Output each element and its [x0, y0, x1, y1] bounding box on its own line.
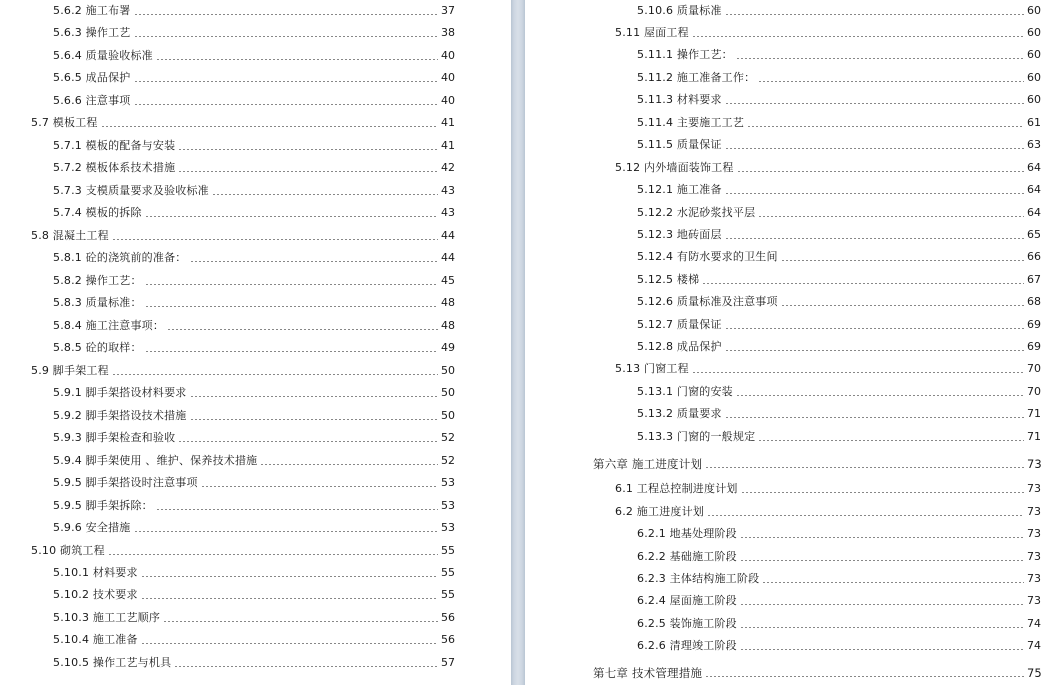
- toc-subsection-entry[interactable]: [53, 4, 455, 18]
- toc-entry-title: 5.10.4 施工准备: [53, 633, 138, 647]
- toc-page-number: 74: [1027, 617, 1041, 630]
- toc-subsection-entry[interactable]: [637, 273, 1041, 287]
- toc-dot-leader: [740, 649, 1024, 650]
- toc-subsection-entry[interactable]: [53, 633, 455, 647]
- toc-dot-leader: [781, 305, 1024, 306]
- toc-entry-title: 5.6.5 成品保护: [53, 71, 131, 85]
- toc-page-number: 53: [441, 498, 455, 512]
- toc-entry-title: 5.9.2 脚手架搭设技术措施: [53, 408, 187, 422]
- toc-subsection-entry[interactable]: [53, 656, 455, 670]
- toc-entry-title: 5.12.6 质量标准及注意事项: [637, 295, 778, 308]
- toc-entry-title: 5.12.3 地砖面层: [637, 228, 722, 241]
- toc-section-entry[interactable]: [615, 505, 1041, 519]
- toc-dot-leader: [141, 598, 438, 599]
- toc-subsection-entry[interactable]: [53, 184, 455, 198]
- toc-entry-title: 5.9.1 脚手架搭设材料要求: [53, 386, 187, 400]
- toc-entry-title: 5.9 脚手架工程: [31, 363, 109, 377]
- toc-page-number: 50: [441, 408, 455, 422]
- toc-entry-title: 5.8.1 砼的浇筑前的准备：: [53, 251, 187, 265]
- toc-page-number: 57: [441, 655, 455, 669]
- toc-page-number: 69: [1027, 340, 1041, 353]
- toc-page-number: 55: [441, 543, 455, 557]
- toc-subsection-entry[interactable]: [637, 116, 1041, 130]
- toc-dot-leader: [725, 103, 1024, 104]
- toc-entry-title: 5.12.2 水泥砂浆找平层: [637, 206, 756, 219]
- toc-dot-leader: [707, 515, 1024, 516]
- toc-section-entry[interactable]: [31, 364, 455, 378]
- toc-subsection-entry[interactable]: [53, 454, 455, 468]
- toc-page-number: 43: [441, 183, 455, 197]
- toc-entry-title: 5.12 内外墙面装饰工程: [615, 161, 734, 174]
- toc-page-number: 65: [1027, 228, 1041, 241]
- toc-entry-title: 6.2.5 装饰施工阶段: [637, 617, 737, 630]
- toc-entry-title: 6.2.2 基础施工阶段: [637, 550, 737, 563]
- toc-section-entry[interactable]: [31, 116, 455, 130]
- toc-subsection-entry[interactable]: [53, 206, 455, 220]
- toc-subsection-entry[interactable]: [53, 499, 455, 513]
- toc-subsection-entry[interactable]: [637, 639, 1041, 653]
- toc-page-number: 40: [441, 71, 455, 85]
- toc-entry-title: 5.9.5 脚手架拆除：: [53, 498, 153, 512]
- toc-section-entry[interactable]: [615, 362, 1041, 376]
- toc-page-number: 73: [1027, 505, 1041, 518]
- toc-page-number: 49: [441, 341, 455, 355]
- toc-entry-title: 第七章 技术管理措施: [593, 666, 703, 680]
- toc-entry-title: 5.9.3 脚手架检查和验收: [53, 431, 176, 445]
- toc-subsection-entry[interactable]: [53, 26, 455, 40]
- toc-subsection-entry[interactable]: [637, 48, 1041, 62]
- toc-entry-title: 6.2.4 屋面施工阶段: [637, 594, 737, 607]
- toc-page-number: 48: [441, 318, 455, 332]
- toc-entry-title: 5.7.3 支模质量要求及验收标准: [53, 183, 209, 197]
- toc-entry-title: 5.10.6 质量标准: [637, 4, 722, 17]
- toc-page-number: 69: [1027, 318, 1041, 331]
- toc-section-entry[interactable]: [615, 482, 1041, 496]
- toc-dot-leader: [705, 467, 1024, 468]
- toc-entry-title: 5.7.2 模板体系技术措施: [53, 161, 176, 175]
- toc-dot-leader: [737, 171, 1024, 172]
- toc-entry-title: 5.12.4 有防水要求的卫生间: [637, 250, 778, 263]
- toc-section-entry[interactable]: [31, 544, 455, 558]
- toc-page-number: 73: [1027, 572, 1041, 585]
- toc-section-entry[interactable]: [615, 26, 1041, 40]
- toc-page-number: 41: [441, 138, 455, 152]
- toc-dot-leader: [725, 417, 1024, 418]
- toc-entry-title: 5.13.3 门窗的一般规定: [637, 430, 756, 443]
- toc-entry-title: 5.8.4 施工注意事项：: [53, 318, 165, 332]
- toc-dot-leader: [725, 328, 1024, 329]
- toc-page-number: 44: [441, 251, 455, 265]
- toc-dot-leader: [740, 627, 1024, 628]
- toc-entry-title: 5.6.4 质量验收标准: [53, 48, 153, 62]
- toc-dot-leader: [145, 351, 438, 352]
- toc-page-number: 44: [441, 228, 455, 242]
- toc-page-number: 74: [1027, 639, 1041, 652]
- toc-subsection-entry[interactable]: [637, 550, 1041, 564]
- toc-dot-leader: [145, 306, 438, 307]
- toc-dot-leader: [134, 104, 439, 105]
- toc-dot-leader: [741, 492, 1024, 493]
- toc-page-number: 71: [1027, 430, 1041, 443]
- toc-entry-title: 5.10.5 操作工艺与机具: [53, 655, 172, 669]
- toc-dot-leader: [725, 193, 1024, 194]
- toc-entry-title: 5.8.2 操作工艺：: [53, 273, 142, 287]
- toc-dot-leader: [740, 537, 1024, 538]
- toc-page-number: 37: [441, 4, 455, 17]
- toc-entry-title: 5.12.8 成品保护: [637, 340, 722, 353]
- toc-subsection-entry[interactable]: [637, 527, 1041, 541]
- toc-entry-title: 5.11.3 材料要求: [637, 93, 722, 106]
- toc-page-number: 70: [1027, 385, 1041, 398]
- toc-dot-leader: [725, 14, 1024, 15]
- toc-page-number: 60: [1027, 48, 1041, 61]
- toc-entry-title: 5.10.2 技术要求: [53, 588, 138, 602]
- toc-entry-title: 6.2.3 主体结构施工阶段: [637, 572, 760, 585]
- toc-page-number: 60: [1027, 93, 1041, 106]
- toc-dot-leader: [781, 260, 1024, 261]
- toc-subsection-entry[interactable]: [637, 572, 1041, 586]
- toc-dot-leader: [178, 149, 438, 150]
- document-page-right: [525, 0, 1054, 685]
- toc-page-number: 52: [441, 431, 455, 445]
- toc-entry-title: 5.13.2 质量要求: [637, 407, 722, 420]
- toc-entry-title: 5.9.4 脚手架使用 、维护、保养技术措施: [53, 453, 258, 467]
- toc-dot-leader: [702, 283, 1024, 284]
- toc-subsection-entry[interactable]: [53, 386, 455, 400]
- toc-dot-leader: [134, 14, 439, 15]
- toc-page-number: 60: [1027, 4, 1041, 17]
- toc-page-number: 64: [1027, 161, 1041, 174]
- toc-dot-leader: [762, 582, 1024, 583]
- toc-entry-title: 5.8.3 质量标准：: [53, 296, 142, 310]
- toc-page-number: 68: [1027, 295, 1041, 308]
- toc-page-number: 42: [441, 161, 455, 175]
- toc-dot-leader: [740, 604, 1024, 605]
- toc-subsection-entry[interactable]: [53, 94, 455, 108]
- toc-subsection-entry[interactable]: [53, 431, 455, 445]
- toc-page-number: 75: [1027, 666, 1042, 680]
- toc-entry-title: 5.11.5 质量保证: [637, 138, 722, 151]
- toc-dot-leader: [736, 58, 1024, 59]
- toc-subsection-entry[interactable]: [53, 476, 455, 490]
- toc-chapter-entry[interactable]: [593, 666, 1041, 680]
- toc-entry-title: 5.7.1 模板的配备与安装: [53, 138, 176, 152]
- toc-page-number: 45: [441, 273, 455, 287]
- toc-subsection-entry[interactable]: [637, 617, 1041, 631]
- toc-page-number: 60: [1027, 26, 1041, 39]
- toc-dot-leader: [740, 560, 1024, 561]
- toc-page-number: 53: [441, 476, 455, 490]
- toc-dot-leader: [201, 486, 438, 487]
- toc-page-number: 55: [441, 588, 455, 602]
- toc-page-number: 41: [441, 116, 455, 130]
- toc-subsection-entry[interactable]: [53, 341, 455, 355]
- toc-dot-leader: [190, 261, 439, 262]
- toc-page-number: 53: [441, 521, 455, 535]
- toc-dot-leader: [134, 81, 439, 82]
- document-page-left: [0, 0, 511, 685]
- toc-entry-title: 5.8 混凝土工程: [31, 228, 109, 242]
- toc-dot-leader: [101, 126, 438, 127]
- toc-dot-leader: [736, 395, 1024, 396]
- toc-subsection-entry[interactable]: [53, 409, 455, 423]
- toc-subsection-entry[interactable]: [53, 521, 455, 535]
- toc-subsection-entry[interactable]: [637, 206, 1041, 220]
- toc-dot-leader: [692, 372, 1024, 373]
- toc-page-number: 73: [1027, 457, 1042, 471]
- toc-subsection-entry[interactable]: [637, 340, 1041, 354]
- toc-page-number: 73: [1027, 527, 1041, 540]
- toc-dot-leader: [758, 440, 1024, 441]
- toc-dot-leader: [145, 284, 438, 285]
- toc-dot-leader: [163, 621, 438, 622]
- toc-page-number: 73: [1027, 550, 1041, 563]
- toc-dot-leader: [692, 36, 1024, 37]
- toc-page-number: 73: [1027, 482, 1041, 495]
- toc-chapter-entry[interactable]: [593, 457, 1041, 471]
- toc-page-number: 61: [1027, 116, 1041, 129]
- toc-dot-leader: [167, 329, 438, 330]
- toc-page-number: 67: [1027, 273, 1041, 286]
- toc-entry-title: 5.9.6 安全措施: [53, 521, 131, 535]
- toc-entry-title: 5.6.2 施工布署: [53, 4, 131, 17]
- toc-dot-leader: [747, 126, 1024, 127]
- toc-entry-title: 5.10 砌筑工程: [31, 543, 105, 557]
- toc-entry-title: 6.2 施工进度计划: [615, 505, 704, 518]
- toc-page-number: 43: [441, 206, 455, 220]
- toc-entry-title: 第六章 施工进度计划: [593, 457, 703, 471]
- toc-dot-leader: [758, 81, 1024, 82]
- toc-subsection-entry[interactable]: [637, 295, 1041, 309]
- toc-page-number: 64: [1027, 183, 1041, 196]
- toc-page-number: 64: [1027, 206, 1041, 219]
- toc-entry-title: 5.13.1 门窗的安装: [637, 385, 733, 398]
- toc-subsection-entry[interactable]: [637, 250, 1041, 264]
- toc-page-number: 40: [441, 93, 455, 107]
- toc-dot-leader: [141, 643, 438, 644]
- toc-dot-leader: [260, 464, 438, 465]
- toc-entry-title: 5.11.4 主要施工工艺: [637, 116, 745, 129]
- toc-subsection-entry[interactable]: [53, 566, 455, 580]
- toc-dot-leader: [178, 441, 438, 442]
- toc-dot-leader: [178, 171, 438, 172]
- toc-dot-leader: [725, 350, 1024, 351]
- toc-page-number: 52: [441, 453, 455, 467]
- toc-page-number: 48: [441, 296, 455, 310]
- toc-page-number: 63: [1027, 138, 1041, 151]
- toc-dot-leader: [705, 676, 1024, 677]
- toc-dot-leader: [134, 36, 439, 37]
- toc-page-number: 55: [441, 566, 455, 579]
- toc-subsection-entry[interactable]: [53, 161, 455, 175]
- toc-entry-title: 5.7.4 模板的拆除: [53, 206, 142, 220]
- toc-subsection-entry[interactable]: [637, 93, 1041, 107]
- toc-subsection-entry[interactable]: [53, 611, 455, 625]
- toc-page-number: 50: [441, 363, 455, 377]
- toc-dot-leader: [145, 216, 438, 217]
- toc-dot-leader: [758, 216, 1024, 217]
- toc-entry-title: 6.2.6 清理竣工阶段: [637, 639, 737, 652]
- toc-dot-leader: [725, 238, 1024, 239]
- toc-subsection-entry[interactable]: [637, 430, 1041, 444]
- toc-entry-title: 5.10.1 材料要求: [53, 566, 138, 579]
- toc-subsection-entry[interactable]: [637, 71, 1041, 85]
- toc-dot-leader: [141, 576, 438, 577]
- toc-subsection-entry[interactable]: [53, 274, 455, 288]
- toc-entry-title: 5.10.3 施工工艺顺序: [53, 610, 161, 624]
- toc-dot-leader: [190, 396, 439, 397]
- toc-dot-leader: [174, 666, 438, 667]
- toc-subsection-entry[interactable]: [637, 138, 1041, 152]
- toc-entry-title: 6.1 工程总控制进度计划: [615, 482, 738, 495]
- toc-dot-leader: [190, 419, 439, 420]
- toc-dot-leader: [112, 239, 438, 240]
- toc-dot-leader: [212, 194, 438, 195]
- toc-subsection-entry[interactable]: [53, 251, 455, 265]
- toc-entry-title: 5.12.1 施工准备: [637, 183, 722, 196]
- toc-entry-title: 5.13 门窗工程: [615, 362, 689, 375]
- toc-subsection-entry[interactable]: [637, 594, 1041, 608]
- toc-subsection-entry[interactable]: [53, 319, 455, 333]
- toc-subsection-entry[interactable]: [637, 183, 1041, 197]
- toc-subsection-entry[interactable]: [53, 296, 455, 310]
- toc-page-number: 38: [441, 26, 455, 40]
- toc-subsection-entry[interactable]: [637, 385, 1041, 399]
- toc-entry-title: 5.7 模板工程: [31, 116, 98, 130]
- toc-entry-title: 5.11 屋面工程: [615, 26, 689, 39]
- toc-page-number: 70: [1027, 362, 1041, 375]
- toc-subsection-entry[interactable]: [637, 407, 1041, 421]
- toc-page-number: 60: [1027, 71, 1041, 84]
- toc-page-number: 66: [1027, 250, 1041, 263]
- toc-dot-leader: [108, 554, 438, 555]
- toc-dot-leader: [156, 59, 438, 60]
- toc-subsection-entry[interactable]: [637, 318, 1041, 332]
- toc-subsection-entry[interactable]: [637, 228, 1041, 242]
- toc-dot-leader: [725, 148, 1024, 149]
- toc-entry-title: 5.6.3 操作工艺: [53, 26, 131, 40]
- toc-subsection-entry[interactable]: [53, 49, 455, 63]
- toc-entry-title: 5.11.2 施工准备工作：: [637, 71, 756, 84]
- toc-subsection-entry[interactable]: [53, 71, 455, 85]
- toc-dot-leader: [112, 374, 438, 375]
- toc-subsection-entry[interactable]: [53, 139, 455, 153]
- toc-dot-leader: [156, 509, 438, 510]
- toc-subsection-entry[interactable]: [53, 588, 455, 602]
- toc-page-number: 56: [441, 633, 455, 647]
- toc-page-number: 56: [441, 610, 455, 624]
- toc-page-number: 71: [1027, 407, 1041, 420]
- toc-dot-leader: [134, 531, 439, 532]
- toc-entry-title: 5.8.5 砼的取样：: [53, 341, 142, 355]
- toc-entry-title: 5.12.7 质量保证: [637, 318, 722, 331]
- toc-entry-title: 5.9.5 脚手架搭设时注意事项: [53, 476, 198, 490]
- toc-page-number: 50: [441, 386, 455, 400]
- toc-entry-title: 5.12.5 楼梯: [637, 273, 700, 286]
- page-gutter: [511, 0, 525, 685]
- toc-entry-title: 5.6.6 注意事项: [53, 93, 131, 107]
- toc-section-entry[interactable]: [31, 229, 455, 243]
- toc-subsection-entry[interactable]: [637, 4, 1041, 18]
- toc-section-entry[interactable]: [615, 161, 1041, 175]
- toc-page-number: 73: [1027, 594, 1041, 607]
- toc-entry-title: 5.11.1 操作工艺：: [637, 48, 733, 61]
- toc-page-number: 40: [441, 48, 455, 62]
- toc-entry-title: 6.2.1 地基处理阶段: [637, 527, 737, 540]
